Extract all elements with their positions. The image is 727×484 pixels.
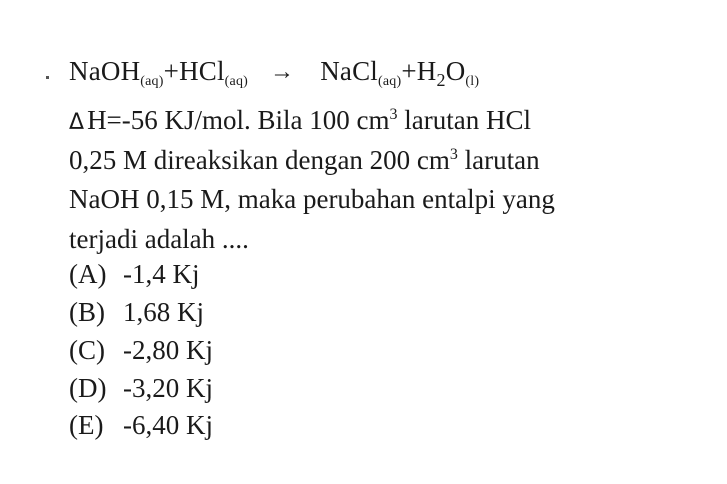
- question-text-2a: 0,25 M direaksikan dengan 200 cm: [69, 145, 450, 175]
- reactant-naoh-state: (aq): [140, 74, 164, 89]
- option-c[interactable]: [69, 334, 213, 366]
- option-letter: (D): [69, 373, 107, 403]
- plus-sign: +: [163, 56, 180, 86]
- option-text: -2,80 Kj: [123, 335, 213, 365]
- option-letter: (A): [69, 259, 107, 289]
- product-nacl: NaCl: [320, 56, 379, 86]
- question-text-1b: larutan HCl: [397, 105, 532, 135]
- option-b[interactable]: [69, 296, 204, 328]
- question-line-4: terjadi adalah ....: [69, 224, 249, 254]
- option-text: -6,40 Kj: [123, 410, 213, 440]
- option-text: -3,20 Kj: [123, 373, 213, 403]
- product-water-o: O: [445, 56, 466, 86]
- question-line-2: [69, 144, 540, 181]
- plus-sign: +: [401, 56, 417, 86]
- option-d[interactable]: [69, 372, 213, 404]
- option-letter: (B): [69, 297, 105, 327]
- option-text: -1,4 Kj: [123, 259, 200, 289]
- option-letter: (C): [69, 335, 105, 365]
- superscript-3: 3: [389, 106, 398, 123]
- product-water-state: (l): [465, 74, 480, 89]
- product-nacl-state: (aq): [378, 74, 402, 89]
- question-text-1a: H=-56 KJ/mol. Bila 100 cm: [87, 105, 390, 135]
- bullet-dot: [46, 76, 49, 79]
- question-line-1: [69, 104, 531, 141]
- product-water-subscript: 2: [436, 70, 446, 90]
- delta-symbol: Δ: [69, 110, 85, 135]
- product-water-h: H: [416, 56, 437, 86]
- reactant-hcl: HCl: [179, 56, 225, 86]
- question-line-3: NaOH 0,15 M, maka perubahan entalpi yang: [69, 184, 555, 214]
- superscript-3: 3: [449, 146, 458, 163]
- reaction-equation: [69, 55, 479, 93]
- reaction-arrow-icon: →: [270, 59, 295, 85]
- option-text: 1,68 Kj: [123, 297, 204, 327]
- reactant-hcl-state: (aq): [224, 74, 249, 89]
- option-e[interactable]: [69, 409, 213, 441]
- reactant-naoh: NaOH: [69, 56, 141, 86]
- option-letter: (E): [69, 410, 104, 440]
- question-text-2b: larutan: [457, 145, 540, 175]
- option-a[interactable]: [69, 258, 200, 290]
